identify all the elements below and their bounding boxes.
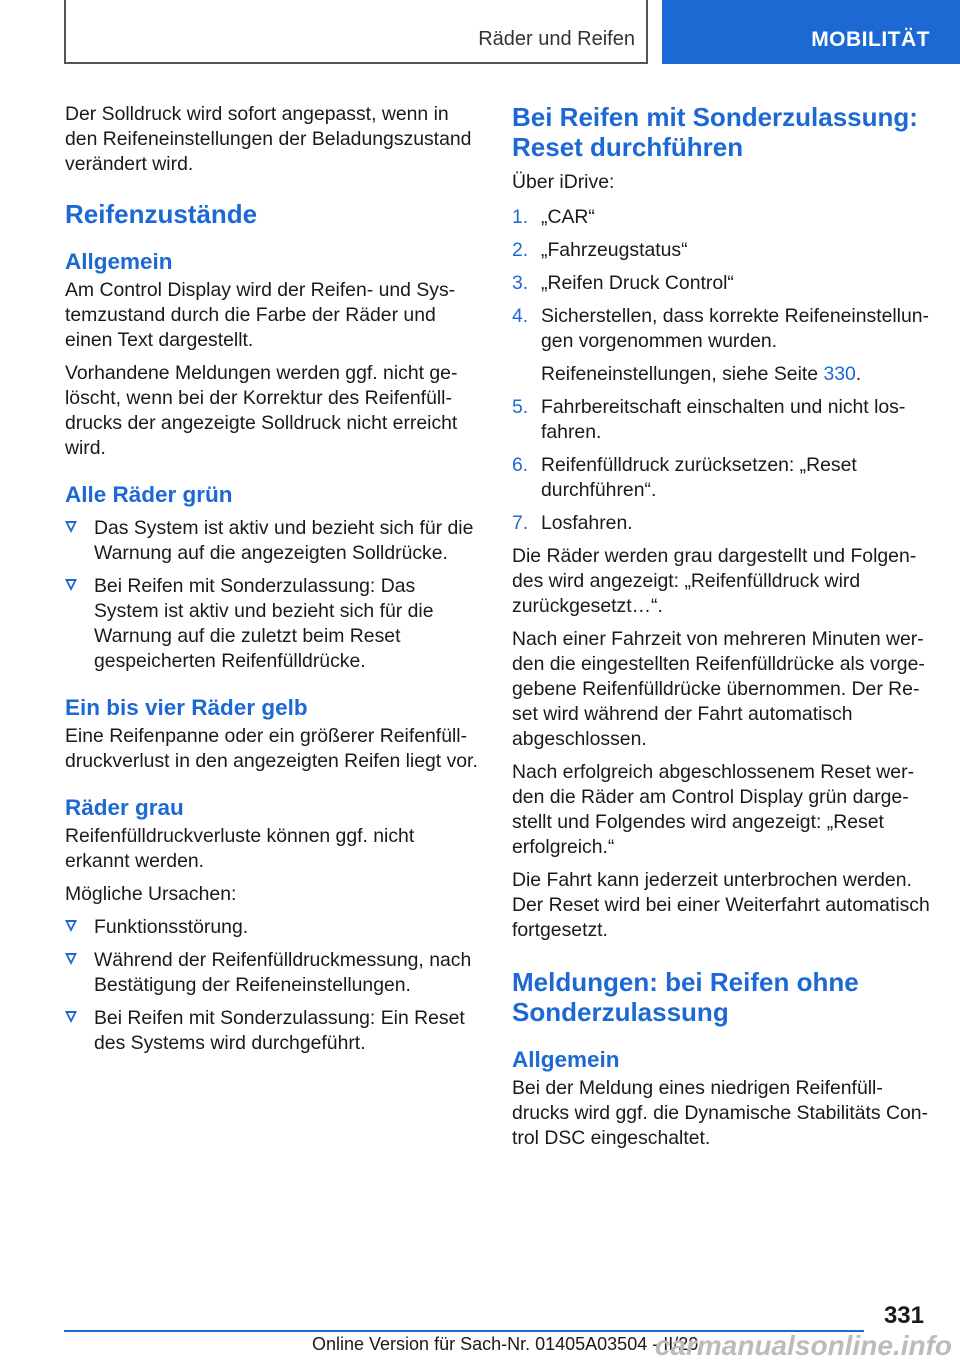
gelb-paragraph: Eine Reifenpanne oder ein größerer Reifenfülldruckverlust in den angezeigten Reifen liegt vor. [65, 725, 478, 772]
triangle-bullet-icon [65, 953, 77, 965]
chapter-label: MOBILITÄT [811, 28, 930, 51]
triangle-bullet-icon [65, 1011, 77, 1023]
allgemein-paragraph-2: Vorhandene Meldungen werden ggf. nicht gelöscht, wenn bei der Korrektur des Reifenfülldrucks der angezeigte Solldruck nicht erreicht wird. [65, 362, 458, 459]
list-item: 1. „CAR“ [512, 206, 595, 228]
heading-raeder-grau: Räder grau [65, 795, 184, 820]
triangle-bullet-icon [65, 920, 77, 932]
heading-meldungen: Meldungen: bei Reifen ohne Sonderzulassung [512, 967, 859, 1027]
intro-paragraph: Der Solldruck wird sofort angepasst, wenn in den Reifeneinstellungen der Beladungszustand verändert wird. [65, 103, 472, 175]
online-version-text: Online Version für Sach-Nr. 01405A03504 - II/20 [312, 1334, 699, 1354]
heading-allgemein-meldungen: Allgemein [512, 1047, 620, 1072]
grau-paragraph-1: Reifenfülldruckverluste können ggf. nicht erkannt werden. [65, 825, 415, 872]
list-item: 2. „Fahrzeugstatus“ [512, 239, 688, 261]
grau-list [65, 915, 483, 1056]
left-column [65, 102, 483, 1064]
reset-paragraph-3: Nach erfolgreich abgeschlossenem Reset werden die Räder am Control Display grün dargestellt und Folgendes wird angezeigt: „Reset erfolgreich.“ [512, 761, 915, 858]
idrive-label: Über iDrive: [512, 171, 615, 193]
grau-paragraph-2: Mögliche Ursachen: [65, 883, 237, 905]
triangle-bullet-icon [65, 579, 77, 591]
list-item: Das System ist aktiv und bezieht sich für die Warnung auf die angezeigten Solldrücke. [65, 516, 483, 566]
triangle-bullet-icon [65, 521, 77, 533]
list-item: Während der Reifenfülldruckmessung, nach Bestätigung der Reifeneinstellungen. [65, 948, 483, 998]
reset-paragraph-1: Die Räder werden grau dargestellt und Folgendes wird angezeigt: „Reifenfülldruck wird zurückgesetzt…“. [512, 545, 917, 617]
heading-reifenzustaende: Reifenzustände [65, 199, 258, 229]
section-title: Räder und Reifen [478, 28, 635, 50]
page-link-330[interactable]: 330 [823, 363, 856, 385]
gruen-list [65, 516, 483, 674]
meldungen-paragraph: Bei der Meldung eines niedrigen Reifenfülldrucks wird ggf. die Dynamische Stabilitäts Control DSC eingeschaltet. [512, 1077, 929, 1149]
allgemein-paragraph-1: Am Control Display wird der Reifen- und Systemzustand durch die Farbe der Räder und einen Text dargestellt. [65, 279, 456, 351]
list-item: 5. Fahrbereitschaft einschalten und nicht losfahren. [512, 396, 906, 443]
list-item: 4. Sicherstellen, dass korrekte Reifeneinstellungen vorgenommen wurden. Reifeneinstellungen, siehe Seite 330. [512, 305, 930, 385]
list-item: Bei Reifen mit Sonderzulassung: Das System ist aktiv und bezieht sich für die Warnung auf die zuletzt beim Reset gespeicherten Reifenfülldrücke. [65, 574, 483, 674]
right-column [512, 102, 932, 1159]
reset-paragraph-2: Nach einer Fahrzeit von mehreren Minuten werden die eingestellten Reifenfülldrücke als vorgegebene Reifenfülldrücke übernommen. Der Reset wird während der Fahrt automatisch abgeschlossen. [512, 628, 925, 750]
reset-paragraph-4: Die Fahrt kann jederzeit unterbrochen werden. Der Reset wird bei einer Weiterfahrt automatisch fortgesetzt. [512, 869, 930, 941]
heading-alle-raeder-gruen: Alle Räder grün [65, 482, 233, 507]
heading-raeder-gelb: Ein bis vier Räder gelb [65, 695, 308, 720]
chapter-tab[interactable] [662, 0, 960, 64]
list-item: 6. Reifenfülldruck zurücksetzen: „Reset durchführen“. [512, 454, 857, 501]
reset-steps [512, 205, 932, 536]
heading-reset: Bei Reifen mit Sonderzulassung: Reset durchführen [512, 102, 918, 162]
list-item: 3. „Reifen Druck Control“ [512, 272, 734, 294]
page-number: 331 [883, 1302, 924, 1329]
heading-allgemein: Allgemein [65, 249, 173, 274]
list-item: 7. Losfahren. [512, 512, 633, 534]
list-item: Bei Reifen mit Sonderzulassung: Ein Reset des Systems wird durchgeführt. [65, 1006, 483, 1056]
list-item: Funktionsstörung. [65, 915, 483, 940]
watermark: carmanualsonline.info [654, 1330, 952, 1361]
